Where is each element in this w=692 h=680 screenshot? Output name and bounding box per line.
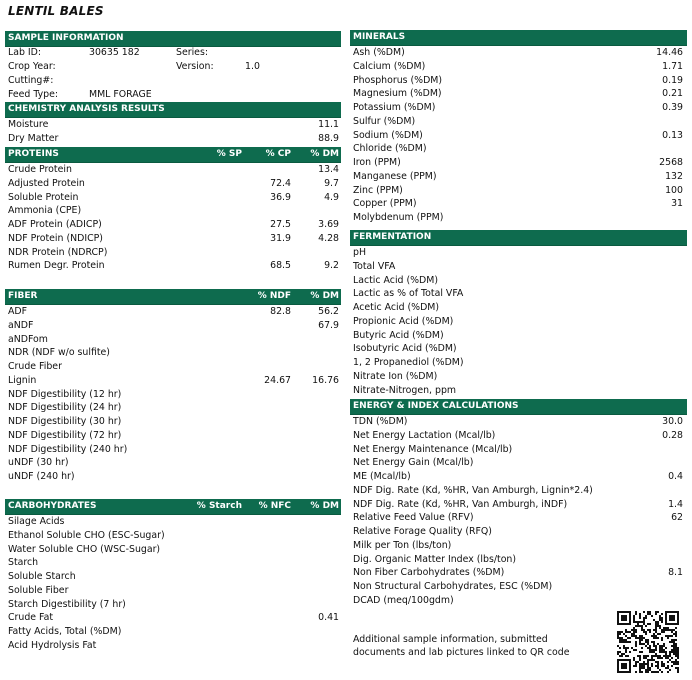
row-label: NDR Protein (NDRCP) (8, 246, 108, 258)
table-row (5, 374, 341, 388)
row-value: 4.28 (318, 232, 339, 244)
section-header (5, 289, 341, 305)
table-row (5, 611, 341, 625)
row-label: ADF (8, 306, 28, 317)
row-value: 9.7 (324, 177, 339, 189)
fermentation-section (350, 230, 687, 397)
table-row (5, 401, 341, 415)
row-label: Lactic as % of Total VFA (353, 288, 464, 300)
table-row (350, 384, 687, 398)
row-label: Acetic Acid (%DM) (353, 302, 440, 313)
table-row (5, 319, 341, 333)
row-value: 9.2 (324, 260, 339, 272)
row-label: DCAD (meq/100gdm) (353, 594, 454, 606)
row-label: Zinc (PPM) (353, 184, 403, 196)
table-row (5, 346, 341, 360)
series-label: Series: (176, 47, 208, 58)
row-label: Lignin (8, 374, 37, 386)
row-value: 0.21 (662, 88, 683, 100)
row-label: uNDF (240 hr) (8, 471, 75, 482)
row-label: aNDF (8, 319, 34, 331)
row-value: 0.41 (318, 612, 339, 624)
column-header: % DM (310, 291, 339, 301)
table-row (5, 443, 341, 457)
row-value: 31 (671, 198, 683, 210)
row-label: Chloride (%DM) (353, 143, 427, 155)
row-value: 27.5 (270, 219, 291, 230)
section-title: CHEMISTRY ANALYSIS RESULTS (8, 104, 165, 114)
row-label: Soluble Starch (8, 571, 76, 582)
row-label: Manganese (PPM) (353, 170, 437, 182)
section-header (350, 399, 687, 415)
row-label: Calcium (%DM) (353, 60, 426, 72)
table-row (5, 598, 341, 612)
table-row (350, 342, 687, 356)
table-row (5, 360, 341, 374)
row-label: Nitrate-Nitrogen, ppm (353, 384, 457, 396)
row-label: Net Energy Gain (Mcal/lb) (353, 457, 474, 469)
table-row (5, 333, 341, 347)
table-row (350, 498, 687, 512)
table-row (5, 246, 341, 260)
row-value: 0.4 (668, 471, 683, 482)
row-label: Relative Feed Value (RFV) (353, 512, 474, 524)
row-value: 100 (665, 184, 683, 196)
section-title: FIBER (8, 291, 38, 301)
row-label: Crude Protein (8, 164, 72, 175)
table-row (5, 570, 341, 584)
row-value: 0.39 (662, 102, 683, 113)
lab-id-value: 30635 182 (89, 47, 140, 58)
table-row (350, 74, 687, 88)
table-row (350, 315, 687, 329)
table-row (5, 204, 341, 218)
row-label: Dry Matter (8, 132, 59, 144)
table-row (350, 429, 687, 443)
table-row (350, 484, 687, 498)
table-row (350, 539, 687, 553)
row-value: 31.9 (270, 232, 291, 244)
column-header: % Starch (196, 501, 242, 511)
table-row (5, 543, 341, 557)
table-row (5, 625, 341, 639)
row-label: Moisture (8, 119, 49, 130)
table-row (350, 580, 687, 594)
table-row (350, 553, 687, 567)
table-row (350, 370, 687, 384)
row-label: Ammonia (CPE) (8, 205, 82, 217)
row-label: Iron (PPM) (353, 157, 401, 168)
row-value: 132 (665, 170, 683, 182)
row-label: Molybdenum (PPM) (353, 212, 444, 223)
row-value: 4.9 (324, 191, 339, 203)
row-label: NDF Protein (NDICP) (8, 232, 103, 244)
column-header: % NDF (257, 291, 291, 301)
table-row (350, 129, 687, 143)
row-label: Lactic Acid (%DM) (353, 274, 439, 286)
row-label: Milk per Ton (lbs/ton) (353, 539, 452, 551)
row-label: Potassium (%DM) (353, 102, 436, 113)
row-value: 14.46 (656, 47, 683, 58)
table-row (5, 456, 341, 470)
row-label: Adjusted Protein (8, 177, 85, 189)
column-header: % DM (310, 501, 339, 511)
table-row (350, 415, 687, 429)
row-label: Silage Acids (8, 516, 65, 527)
row-label: pH (353, 247, 367, 258)
row-value: 3.69 (318, 219, 339, 230)
fiber-section (5, 289, 341, 484)
table-row (5, 177, 341, 191)
table-row (350, 287, 687, 301)
row-label: NDF Digestibility (72 hr) (8, 429, 122, 441)
table-row (5, 218, 341, 232)
proteins-section (5, 147, 341, 273)
row-value: 72.4 (270, 177, 291, 189)
row-label: Ethanol Soluble CHO (ESC-Sugar) (8, 529, 165, 541)
energy-section (350, 399, 687, 608)
row-label: NDR (NDF w/o sulfite) (8, 347, 110, 359)
row-label: Phosphorus (%DM) (353, 74, 443, 86)
table-row (350, 329, 687, 343)
table-row (5, 132, 341, 146)
sample-information-section (5, 31, 341, 103)
row-value: 16.76 (312, 374, 339, 386)
table-row (5, 259, 341, 273)
row-label: Crude Fat (8, 612, 53, 624)
table-row (5, 556, 341, 570)
row-label: Net Energy Maintenance (Mcal/lb) (353, 443, 513, 455)
row-value: 1.71 (662, 60, 683, 72)
section-header (350, 30, 687, 46)
row-value: 11.1 (318, 119, 339, 130)
feed-type-value: MML FORAGE (89, 89, 152, 100)
crop-year-label: Crop Year: (8, 61, 56, 72)
section-title: SAMPLE INFORMATION (8, 33, 124, 43)
table-row (350, 46, 687, 60)
table-row (350, 101, 687, 115)
row-label: 1, 2 Propanediol (%DM) (353, 357, 464, 368)
table-row (350, 142, 687, 156)
table-row (350, 246, 687, 260)
table-row (350, 170, 687, 184)
row-label: Relative Forage Quality (RFQ) (353, 526, 492, 537)
row-label: uNDF (30 hr) (8, 457, 69, 469)
section-header (5, 147, 341, 163)
row-value: 36.9 (270, 191, 291, 203)
section-title: PROTEINS (8, 149, 59, 159)
row-value: 0.19 (662, 74, 683, 86)
table-row (350, 87, 687, 101)
row-label: NDF Digestibility (240 hr) (8, 443, 128, 455)
row-label: NDF Digestibility (30 hr) (8, 416, 122, 427)
section-title: CARBOHYDRATES (8, 501, 97, 511)
row-value: 30.0 (662, 416, 683, 427)
table-row (350, 525, 687, 539)
version-label: Version: (176, 61, 214, 72)
table-row (5, 584, 341, 598)
table-row (350, 511, 687, 525)
row-label: Net Energy Lactation (Mcal/lb) (353, 429, 496, 441)
row-label: Starch Digestibility (7 hr) (8, 598, 126, 610)
feed-type-label: Feed Type: (8, 89, 59, 100)
table-row (350, 184, 687, 198)
row-label: Propionic Acid (%DM) (353, 315, 454, 327)
row-label: NDF Dig. Rate (Kd, %HR, Van Amburgh, Lignin*2.4) (353, 484, 593, 496)
table-row (5, 639, 341, 653)
row-label: Isobutyric Acid (%DM) (353, 343, 457, 355)
table-row (350, 197, 687, 211)
section-header (5, 102, 341, 118)
table-row (350, 156, 687, 170)
row-value: 88.9 (318, 132, 339, 144)
qr-note-line-2: documents and lab pictures linked to QR code (353, 647, 570, 658)
table-row (350, 211, 687, 225)
row-label: NDF Digestibility (12 hr) (8, 388, 122, 400)
row-label: NDF Digestibility (24 hr) (8, 402, 122, 414)
table-row (350, 301, 687, 315)
row-value: 2568 (659, 157, 683, 168)
row-label: Soluble Protein (8, 191, 79, 203)
row-label: Starch (8, 557, 39, 569)
row-label: Water Soluble CHO (WSC-Sugar) (8, 543, 161, 555)
row-label: TDN (%DM) (353, 416, 408, 427)
row-value: 68.5 (270, 260, 291, 272)
table-row (5, 529, 341, 543)
row-value: 0.28 (662, 429, 683, 441)
row-value: 67.9 (318, 319, 339, 331)
row-label: Rumen Degr. Protein (8, 260, 105, 272)
column-header: % NFC (258, 501, 291, 511)
column-header: % DM (310, 149, 339, 159)
table-row (5, 305, 341, 319)
row-label: Crude Fiber (8, 361, 62, 372)
row-value: 82.8 (270, 306, 291, 317)
row-label: Butyric Acid (%DM) (353, 329, 444, 341)
table-row (5, 470, 341, 484)
row-value: 0.13 (662, 129, 683, 141)
row-label: Total VFA (353, 260, 396, 272)
table-row (5, 232, 341, 246)
section-header (5, 499, 341, 515)
row-value: 24.67 (264, 374, 291, 386)
table-row (350, 594, 687, 608)
section-title: ENERGY & INDEX CALCULATIONS (353, 401, 519, 411)
table-row (5, 388, 341, 402)
table-row (350, 443, 687, 457)
row-label: Copper (PPM) (353, 198, 417, 210)
row-value: 13.4 (318, 164, 339, 175)
section-title: FERMENTATION (353, 232, 432, 242)
report-title: LENTIL BALES (8, 4, 104, 18)
chemistry-section (5, 102, 341, 146)
row-label: Nitrate Ion (%DM) (353, 370, 438, 382)
table-row (5, 118, 341, 132)
carbohydrates-section (5, 499, 341, 653)
row-label: Dig. Organic Matter Index (lbs/ton) (353, 553, 517, 565)
column-header: % CP (265, 149, 291, 159)
table-row (350, 470, 687, 484)
section-header (350, 230, 687, 246)
row-label: ME (Mcal/lb) (353, 471, 411, 482)
lab-id-label: Lab ID: (8, 47, 42, 58)
row-value: 62 (671, 512, 683, 524)
row-label: aNDFom (8, 333, 48, 345)
row-label: Fatty Acids, Total (%DM) (8, 626, 122, 637)
minerals-section (350, 30, 687, 225)
row-value: 8.1 (668, 567, 683, 579)
table-row (350, 115, 687, 129)
column-header: % SP (216, 149, 242, 159)
row-label: Magnesium (%DM) (353, 88, 442, 100)
row-label: Non Fiber Carbohydrates (%DM) (353, 567, 505, 579)
row-value: 1.4 (668, 498, 683, 510)
table-row (350, 456, 687, 470)
table-row (350, 260, 687, 274)
table-row (5, 163, 341, 177)
row-label: Acid Hydrolysis Fat (8, 639, 97, 651)
section-title: MINERALS (353, 32, 406, 42)
row-label: Ash (%DM) (353, 47, 405, 58)
version-value: 1.0 (245, 61, 260, 72)
table-row (350, 356, 687, 370)
cutting-label: Cutting#: (8, 75, 54, 86)
row-label: NDF Dig. Rate (Kd, %HR, Van Amburgh, iNDF) (353, 498, 568, 510)
row-label: ADF Protein (ADICP) (8, 219, 102, 230)
row-label: Sodium (%DM) (353, 129, 423, 141)
table-row (350, 60, 687, 74)
section-header (5, 31, 341, 47)
table-row (350, 566, 687, 580)
table-row (5, 415, 341, 429)
table-row (350, 274, 687, 288)
qr-note (353, 633, 603, 659)
qr-code-icon[interactable] (617, 611, 679, 673)
qr-note-line-1: Additional sample information, submitted (353, 634, 548, 645)
row-label: Soluble Fiber (8, 584, 69, 596)
table-row (5, 515, 341, 529)
row-value: 56.2 (318, 306, 339, 317)
row-label: Sulfur (%DM) (353, 115, 416, 127)
table-row (5, 429, 341, 443)
row-label: Non Structural Carbohydrates, ESC (%DM) (353, 581, 553, 592)
table-row (5, 191, 341, 205)
